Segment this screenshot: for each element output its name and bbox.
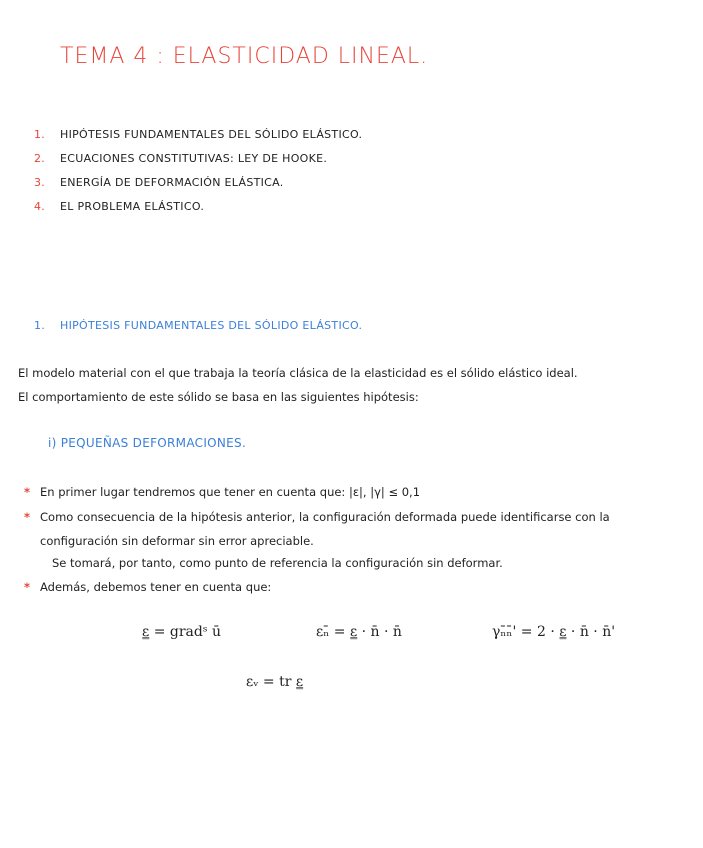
intro-line-2: El comportamiento de este sólido se basa en las siguientes hipótesis: [18, 390, 419, 404]
bullet-1 [24, 485, 420, 499]
formula-strain-tensor: ε̳ = gradˢ ū [142, 624, 222, 640]
toc-number: 3. [34, 176, 46, 189]
asterisk-icon: * [24, 485, 31, 499]
section-text: HIPÓTESIS FUNDAMENTALES DEL SÓLIDO ELÁSTICO. [60, 319, 363, 332]
bullet-text: Se tomará, por tanto, como punto de referencia la configuración sin deformar. [52, 556, 503, 570]
formula-normal-strain: εₙ̄ = ε̳ · n̄ · n̄ [316, 624, 402, 640]
formula-shear-strain: γₙ̄ₙ̄' = 2 · ε̳ · n̄ · n̄' [492, 624, 616, 640]
toc-item-2 [34, 152, 327, 165]
toc-number: 4. [34, 200, 46, 213]
toc-item-4 [34, 200, 204, 213]
bullet-text: configuración sin deformar sin error apreciable. [40, 534, 314, 548]
asterisk-icon: * [24, 580, 31, 594]
toc-text: ENERGÍA DE DEFORMACIÓN ELÁSTICA. [60, 176, 284, 189]
bullet-text: Como consecuencia de la hipótesis anterior, la configuración deformada puede identificarse con la [40, 510, 610, 524]
toc-number: 1. [34, 128, 46, 141]
bullet-2-note [52, 556, 503, 570]
bullet-3 [24, 580, 271, 594]
section-heading [34, 319, 362, 332]
toc-number: 2. [34, 152, 46, 165]
bullet-2-continuation [40, 534, 314, 548]
asterisk-icon: * [24, 510, 31, 524]
toc-item-1 [34, 128, 362, 141]
formula-volumetric-strain: εᵥ = tr ε̳ [246, 674, 304, 690]
toc-item-3 [34, 176, 284, 189]
bullet-2 [24, 510, 610, 524]
bullet-text: En primer lugar tendremos que tener en cuenta que: |ε|, |γ| ≤ 0,1 [40, 485, 421, 499]
bullet-text: Además, debemos tener en cuenta que: [40, 580, 272, 594]
toc-text: EL PROBLEMA ELÁSTICO. [60, 200, 205, 213]
subsection-heading: i) PEQUEÑAS DEFORMACIONES. [48, 436, 247, 450]
page-title: TEMA 4 : ELASTICIDAD LINEAL. [60, 44, 429, 69]
section-number: 1. [34, 319, 46, 332]
toc-text: HIPÓTESIS FUNDAMENTALES DEL SÓLIDO ELÁSTICO. [60, 128, 363, 141]
intro-line-1: El modelo material con el que trabaja la teoría clásica de la elasticidad es el sólido elástico ideal. [18, 366, 578, 380]
toc-text: ECUACIONES CONSTITUTIVAS: LEY DE HOOKE. [60, 152, 328, 165]
